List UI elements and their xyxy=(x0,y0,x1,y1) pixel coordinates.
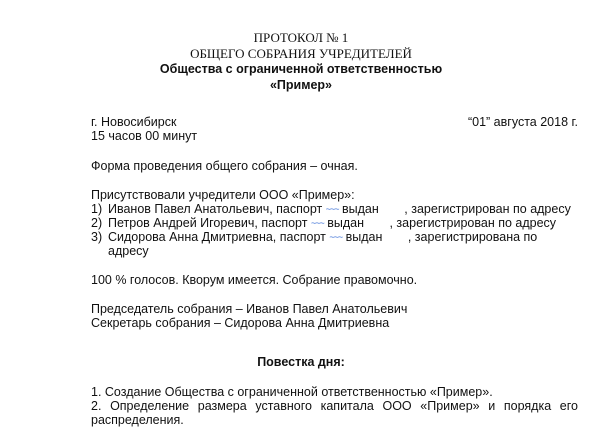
attendee-number: 2) xyxy=(91,216,103,230)
agenda-item-2: 2. Определение размера уставного капитала ООО «Пример» и порядка его xyxy=(91,399,578,413)
agenda-heading: Повестка дня: xyxy=(257,355,345,369)
attendee-issued: выдан xyxy=(345,230,383,244)
chair-line: Председатель собрания – Иванов Павел Анатольевич xyxy=(91,302,408,316)
meeting-date: “01” августа 2018 г. xyxy=(467,115,578,129)
attendee-issued: выдан xyxy=(327,216,364,230)
attendee-name: Иванов Павел Анатольевич, паспорт xyxy=(108,202,323,216)
protocol-title: ПРОТОКОЛ № 1 xyxy=(253,30,349,45)
meeting-form: Форма проведения общего собрания – очная. xyxy=(91,159,358,173)
attendee-number: 3) xyxy=(91,230,103,244)
meeting-title: ОБЩЕГО СОБРАНИЯ УЧРЕДИТЕЛЕЙ xyxy=(190,46,412,61)
attendee-issued: выдан xyxy=(342,202,379,216)
secretary-line: Секретарь собрания – Сидорова Анна Дмитриевна xyxy=(91,316,390,330)
attendee-item xyxy=(91,202,571,217)
meeting-time: 15 часов 00 минут xyxy=(91,129,198,143)
spellcheck-mark: ~~~ xyxy=(310,218,324,228)
attendee-registered: , зарегистрирован по адресу xyxy=(404,202,571,216)
city: г. Новосибирск xyxy=(91,115,177,129)
agenda-item-1: 1. Создание Общества с ограниченной ответственностью «Пример». xyxy=(91,385,493,399)
company-line: Общества с ограниченной ответственностью xyxy=(159,62,443,76)
attendees-heading: Присутствовали учредители ООО «Пример»: xyxy=(91,188,355,202)
attendee-item xyxy=(91,216,556,231)
quorum-line: 100 % голосов. Кворум имеется. Собрание правомочно. xyxy=(91,273,418,287)
attendee-registered: , зарегистрирована по xyxy=(407,230,538,244)
attendee-number: 1) xyxy=(91,202,103,216)
attendee-item xyxy=(91,230,537,245)
agenda-item-2-cont: распределения. xyxy=(91,413,184,427)
spellcheck-mark: ~~~ xyxy=(329,232,343,242)
company-name: «Пример» xyxy=(269,78,333,92)
spellcheck-mark: ~~~ xyxy=(325,204,339,214)
attendee-name: Сидорова Анна Дмитриевна, паспорт xyxy=(108,230,326,244)
attendee-registered-cont: адресу xyxy=(108,244,149,258)
attendee-registered: , зарегистрирован по адресу xyxy=(389,216,557,230)
attendee-name: Петров Андрей Игоревич, паспорт xyxy=(108,216,308,230)
